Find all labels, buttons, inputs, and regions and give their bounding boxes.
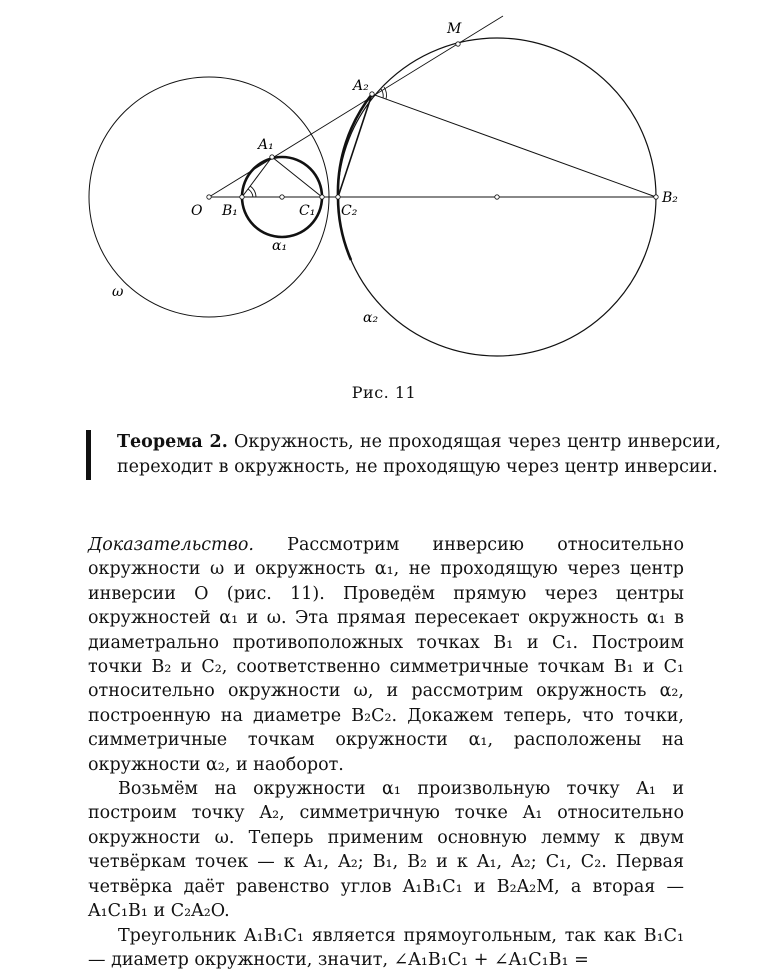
- label-c1: C₁: [299, 203, 315, 219]
- label-o: O: [191, 203, 203, 219]
- proof-paragraph-1-text: Рассмотрим инверсию относительно окружности ω и окружность α₁, не проходящую через центр инверсии O (рис. 11). Проведём прямую через центры окружностей α₁ и ω. Эта прямая пересекает окружность α₁ в диаметрально противоположных точках B₁ и C₁. Построим точки B₂ и C₂, соответственно симметричные точкам B₁ и C₁ относительно окружности ω, и рассмотрим окружность α₂, построенную на диаметре B₂C₂. Докажем теперь, что точки, симметричные точкам окружности α₁, расположены на окружности α₂, и наоборот.: [88, 535, 684, 775]
- point-b2: [654, 195, 658, 199]
- proof-paragraph-3: Треугольник A₁B₁C₁ является прямоугольным, так как B₁C₁ — диаметр окружности, значит, ∠A₁B₁C₁ + ∠A₁C₁B₁ =: [88, 924, 684, 972]
- point-a2: [370, 92, 374, 96]
- label-c2: C₂: [341, 203, 358, 219]
- segment-a1-c1: [272, 157, 322, 197]
- point-b1: [240, 195, 244, 199]
- point-m: [456, 42, 460, 46]
- point-a1: [270, 155, 274, 159]
- point-center-alpha1: [280, 195, 284, 199]
- proof-block: [88, 533, 684, 972]
- alpha2-thick-arc: [338, 94, 372, 260]
- label-a1: A₁: [256, 137, 274, 153]
- proof-paragraph-2: Возьмём на окружности α₁ произвольную точку A₁ и построим точку A₂, симметричную точке A₁ относительно окружности ω. Теперь применим основную лемму к двум четвёркам точек — к A₁, A₂; B₁, B₂ и к A₁, A₂; C₁, C₂. Первая четвёрка даёт равенство углов A₁B₁C₁ и B₂A₂M, а вторая — A₁C₁B₁ и C₂A₂O.: [88, 777, 684, 923]
- label-m: M: [446, 21, 462, 37]
- theorem-text: Окружность, не проходящая через центр инверсии, переходит в окружность, не проходящую через центр инверсии.: [117, 432, 721, 477]
- point-o: [207, 195, 211, 199]
- theorem-block: [86, 430, 721, 480]
- point-c1: [320, 195, 324, 199]
- proof-paragraph-1: [88, 533, 684, 777]
- label-omega: ω: [112, 284, 124, 300]
- theorem-label: Теорема 2.: [117, 432, 228, 452]
- proof-label: Доказательство.: [88, 535, 254, 555]
- label-alpha1: α₁: [272, 238, 287, 254]
- segment-a2-c2: [338, 94, 372, 197]
- label-alpha2: α₂: [363, 310, 378, 326]
- figure-11: [0, 0, 768, 380]
- label-a2: A₂: [351, 78, 369, 94]
- figure-caption: Рис. 11: [0, 383, 768, 402]
- label-b1: B₁: [221, 203, 238, 219]
- angle-mark-b1-inner: [248, 189, 253, 197]
- point-c2: [336, 195, 340, 199]
- point-center-alpha2: [495, 195, 499, 199]
- segment-a2-b2: [372, 94, 656, 197]
- label-b2: B₂: [661, 190, 678, 206]
